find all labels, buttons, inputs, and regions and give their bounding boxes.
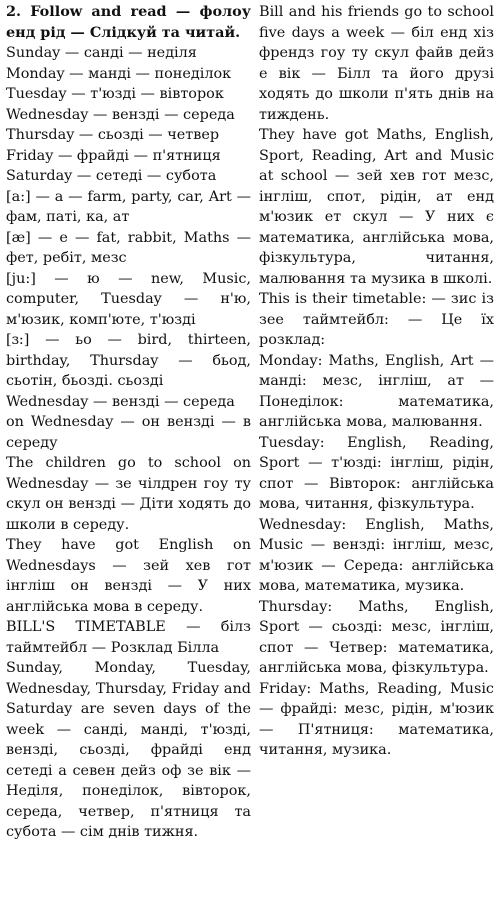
timetable-heading: BILL'S TIMETABLE — білз таймтейбл — Розклад Білла — [6, 619, 251, 656]
exercise-heading: 2. Follow and read — фолоу енд рід — Слідкуй та читай. — [6, 3, 251, 41]
timetable-thursday: Thursday: Maths, English, Sport — сьозді: мезс, інгліш, спот — Четвер: математика, англійська мова, фізкультура. — [259, 598, 494, 676]
sentence-subjects: They have got Maths, English, Sport, Reading, Art and Music at school — зей хев гот мезс, інгліш, спот, рідін, ат енд м'юзик ет скул — У них є математика, англійська мова, фізкультура, читання, малювання та музика в школі. — [259, 127, 494, 287]
sentence-timetable-intro: This is their timetable: — зис із зее таймтейбл: — Це їх розклад: — [259, 291, 494, 348]
vocab-friday: Friday — фрайді — п'ятниця — [6, 147, 221, 164]
vocab-thursday: Thursday — сьозді — четвер — [6, 127, 220, 143]
phonetic-ae: [æ] — e — fat, rabbit, Maths — фет, ребіт, мезс — [6, 229, 251, 266]
vocab-saturday: Saturday — сетеді — субота — [6, 168, 217, 184]
vocab-wednesday-2: Wednesday — вензді — середа — [6, 393, 235, 410]
phonetic-er: [ɜ:] — ьо — bird, thirteen, birthday, Thursday — бьод, сьотін, бьозді. сьозді — [6, 332, 251, 389]
vocab-on-wednesday: on Wednesday — он вензді — в середу — [6, 414, 251, 451]
phonetic-a-long: [a:] — a — farm, party, car, Art — фам, паті, ка, ат — [6, 188, 251, 225]
vocab-monday: Monday — манді — понеділок — [6, 65, 232, 82]
right-column — [259, 2, 494, 922]
vocab-wednesday: Wednesday — вензді — середа — [6, 106, 235, 123]
sentence-children-school: The children go to school on Wednesday — зе чілдрен гоу ту скул он вензді — Діти ходять до школи в середу. — [6, 455, 251, 533]
vocab-sunday: Sunday — санді — неділя — [6, 45, 197, 61]
sentence-seven-days: Sunday, Monday, Tuesday, Wednesday, Thursday, Friday and Saturday are seven days of the week — санді, манді, т'юзді, вензді, сьозді, фрайді енд сетеді а севен дейз оф зе вік — Неділя, понеділок, вівторок, середа, четвер, п'ятниця та субота — сім днів тижня. — [6, 660, 251, 840]
timetable-wednesday: Wednesday: English, Maths, Music — вензді: інгліш, мезс, м'юзик — Середа: англійська мова, математика, музика. — [259, 516, 494, 594]
phonetic-ju: [ju:] — ю — new, Music, computer, Tuesday — н'ю, м'юзик, комп'юте, т'юзді — [6, 270, 251, 328]
timetable-monday: Monday: Maths, English, Art — манді: мезс, інгліш, ат — Понеділок: математика, англійська мова, малювання. — [259, 352, 494, 430]
vocab-tuesday: Tuesday — т'юзді — вівторок — [6, 86, 224, 102]
timetable-friday: Friday: Maths, Reading, Music — фрайді: мезс, рідін, м'юзик — П'ятниця: математика, читання, музика. — [259, 680, 494, 758]
sentence-five-days: Bill and his friends go to school five days a week — біл енд хіз френдз гоу ту скул файв дейз е вік — Білл та його друзі ходять до школи п'ять днів на тиждень. — [259, 4, 494, 123]
sentence-english-wednesdays: They have got English on Wednesdays — зей хев гот інгліш он вензді — У них англійська мова в середу. — [6, 537, 251, 615]
left-column — [6, 2, 251, 922]
timetable-tuesday: Tuesday: English, Reading, Sport — т'юзді: інгліш, рідін, спот — Вівторок: англійська мова, читання, фізкультура. — [259, 434, 494, 512]
